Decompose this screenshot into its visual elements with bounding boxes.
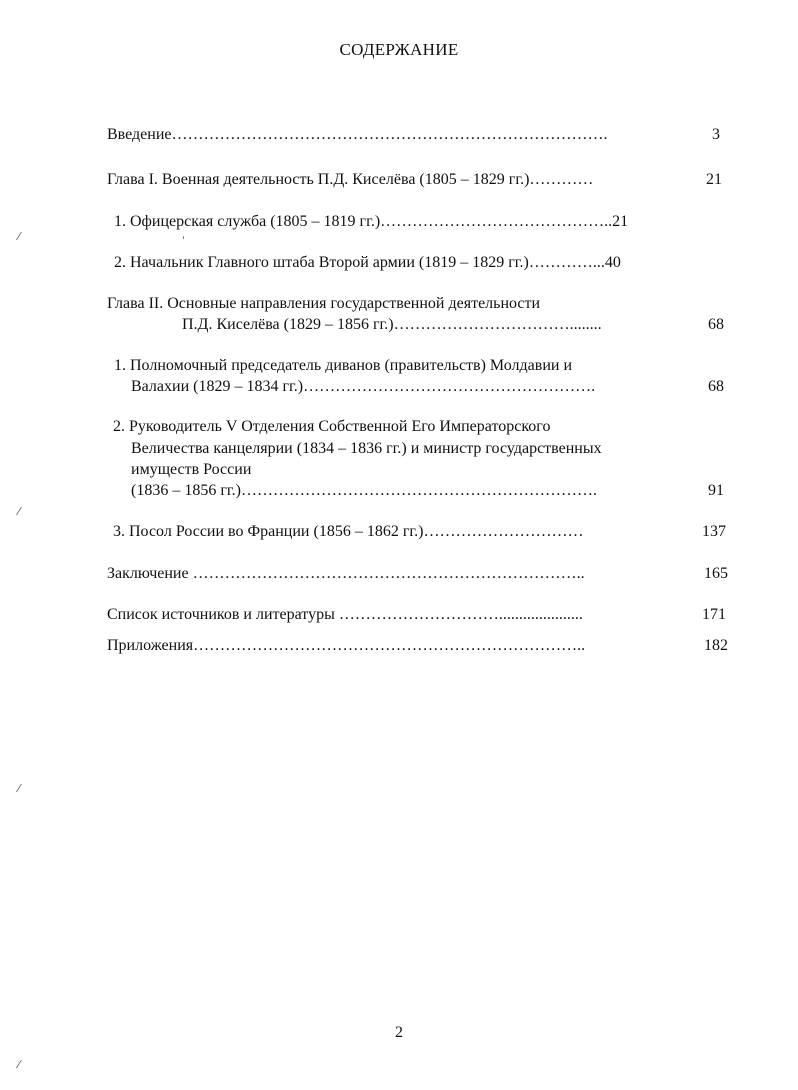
toc-entry-section-2-2: 2. Руководитель V Отделения Собственной Его Императорского [113, 418, 551, 435]
toc-entry-appendices: Приложения……………………………………………………………….. [107, 637, 586, 654]
toc-page-section-2-1: 68 [708, 378, 724, 395]
page-number: 2 [395, 1024, 403, 1041]
scan-mark: ⁄ [18, 782, 20, 795]
scan-mark: ⁄ [18, 230, 20, 243]
toc-page-introduction: 3 [712, 126, 720, 143]
toc-entry-section-2-1: 1. Полномочный председатель диванов (правительств) Молдавии и [114, 357, 573, 374]
toc-entry-bibliography: Список источников и литературы …………………………..................... [107, 606, 583, 623]
toc-entry-chapter-1: Глава I. Военная деятельность П.Д. Киселёва (1805 – 1829 гг.)………… [107, 171, 594, 188]
scan-mark: ⁄ [18, 1058, 20, 1071]
scan-mark: ˈ [182, 234, 186, 247]
page-title: СОДЕРЖАНИЕ [339, 40, 459, 59]
toc-page-section-2-2: 91 [708, 482, 724, 499]
toc-entry-section-1-1: 1. Офицерская служба (1805 – 1819 гг.)……………………………………..21 [114, 213, 629, 230]
toc-page-appendices: 182 [704, 637, 728, 654]
toc-page-chapter-1: 21 [706, 171, 722, 188]
scan-mark: ⁄ [18, 505, 20, 518]
toc-page-section-2-3: 137 [702, 523, 726, 540]
toc-entry-chapter-2: Глава II. Основные направления государственной деятельности [107, 295, 541, 312]
toc-page-conclusion: 165 [704, 565, 728, 582]
toc-entry-section-2-2-cont2: имуществ России [131, 461, 252, 478]
toc-entry-chapter-2-cont: П.Д. Киселёва (1829 – 1856 гг.)……………………………........ [182, 316, 602, 333]
toc-entry-conclusion: Заключение ……………………………………………………………….. [107, 565, 585, 582]
toc-page-bibliography: 171 [702, 606, 726, 623]
toc-entry-introduction: Введение………………………………………………………………………. [107, 126, 608, 143]
toc-entry-section-2-2-cont1: Величества канцелярии (1834 – 1836 гг.) и министр государственных [131, 440, 602, 457]
toc-page-chapter-2: 68 [708, 316, 724, 333]
toc-entry-section-2-3: 3. Посол России во Франции (1856 – 1862 гг.)………………………… [113, 523, 584, 540]
toc-entry-section-2-1-cont: Валахии (1829 – 1834 гг.)………………………………………………. [131, 378, 596, 395]
toc-entry-section-2-2-cont3: (1836 – 1856 гг.)…………………………………………………………. [131, 482, 597, 499]
toc-entry-section-1-2: 2. Начальник Главного штаба Второй армии (1819 – 1829 гг.)…………...40 [114, 254, 621, 271]
